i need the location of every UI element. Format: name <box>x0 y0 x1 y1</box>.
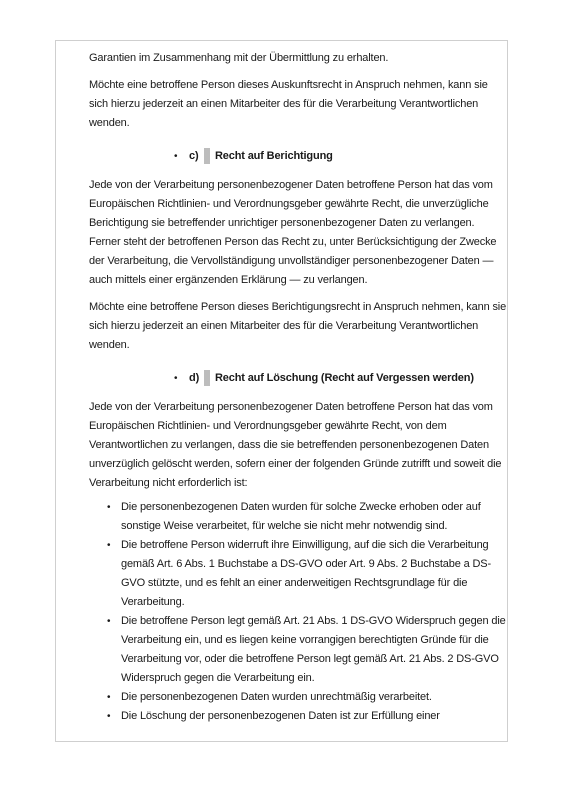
list-bullet: • <box>107 711 111 722</box>
list-item-text: Die personenbezogenen Daten wurden unrechtmäßig verarbeitet. <box>121 691 432 703</box>
heading-title: Recht auf Berichtigung <box>215 150 333 162</box>
heading-erasure <box>89 369 507 388</box>
list-bullet: • <box>107 540 111 551</box>
list-bullet: • <box>107 692 111 703</box>
paragraph-rectification-contact: Möchte eine betroffene Person dieses Berichtigungsrecht in Anspruch nehmen, kann sie sich hierzu jederzeit an einen Mitarbeiter des für die Verarbeitung Verantwortlichen wenden. <box>89 301 507 351</box>
paragraph-rectification-right: Jede von der Verarbeitung personenbezogener Daten betroffene Person hat das vom Europäischen Richtlinien- und Verordnungsgeber gewährte Recht, die unverzügliche Berichtigung sie betreffender unrichtiger personenbezogener Daten zu verlangen. Ferner steht der betroffenen Person das Recht zu, unter Berücksichtigung der Zwecke der Verarbeitung, die Vervollständigung unvollständiger personenbezogener Daten — auch mittels einer ergänzenden Erklärung — zu verlangen. <box>89 179 497 286</box>
heading-rectification <box>89 147 507 166</box>
heading-title: Recht auf Löschung (Recht auf Vergessen werden) <box>215 372 474 384</box>
list-item <box>89 688 507 707</box>
list-item <box>89 498 507 536</box>
heading-marker <box>204 370 210 386</box>
paragraph-transfer-guarantees: Garantien im Zusammenhang mit der Übermittlung zu erhalten. <box>89 52 389 64</box>
heading-letter: d) <box>189 372 200 384</box>
erasure-reasons-list <box>89 498 507 726</box>
list-bullet: • <box>107 616 111 627</box>
heading-bullet: • <box>174 373 178 384</box>
heading-marker <box>204 148 210 164</box>
list-bullet: • <box>107 502 111 513</box>
list-item-text: Die Löschung der personenbezogenen Daten ist zur Erfüllung einer <box>121 710 440 722</box>
list-item-text: Die personenbezogenen Daten wurden für solche Zwecke erhoben oder auf sonstige Weise verarbeitet, für welche sie nicht mehr notwendig sind. <box>121 501 481 532</box>
heading-letter: c) <box>189 150 199 162</box>
paragraph-erasure-right: Jede von der Verarbeitung personenbezogener Daten betroffene Person hat das vom Europäischen Richtlinien- und Verordnungsgeber gewährte Recht, von dem Verantwortlichen zu verlangen, dass die sie betreffenden personenbezogenen Daten unverzüglich gelöscht werden, sofern einer der folgenden Gründe zutrifft und soweit die Verarbeitung nicht erforderlich ist: <box>89 401 502 489</box>
list-item <box>89 612 507 688</box>
list-item-text: Die betroffene Person legt gemäß Art. 21 Abs. 1 DS-GVO Widerspruch gegen die Verarbeitung ein, und es liegen keine vorrangigen berechtigten Gründe für die Verarbeitung vor, oder die betroffene Person legt gemäß Art. 21 Abs. 2 DS-GVO Widerspruch gegen die Verarbeitung ein. <box>121 615 506 684</box>
list-item <box>89 707 507 726</box>
list-item-text: Die betroffene Person widerruft ihre Einwilligung, auf die sich die Verarbeitung gemäß Art. 6 Abs. 1 Buchstabe a DS-GVO oder Art. 9 Abs. 2 Buchstabe a DS-GVO stützte, und es fehlt an einer anderweitigen Rechtsgrundlage für die Verarbeitung. <box>121 539 491 608</box>
document-body <box>89 49 507 726</box>
list-item <box>89 536 507 612</box>
paragraph-access-right-contact: Möchte eine betroffene Person dieses Auskunftsrecht in Anspruch nehmen, kann sie sich hierzu jederzeit an einen Mitarbeiter des für die Verarbeitung Verantwortlichen wenden. <box>89 79 488 129</box>
heading-bullet: • <box>174 151 178 162</box>
